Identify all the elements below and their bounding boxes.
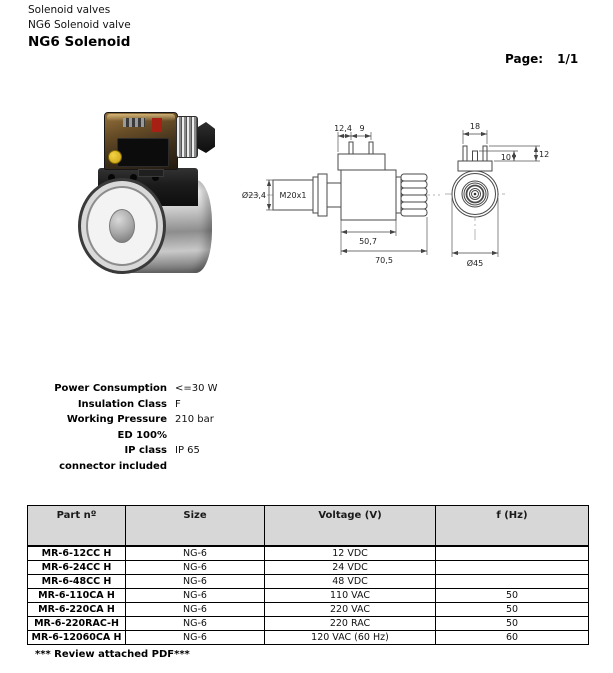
spec-row	[40, 412, 218, 428]
dim-label-connector-offset: 12,4	[334, 124, 352, 133]
size-cell: NG-6	[126, 588, 265, 602]
dim-label-tube-diameter: Ø23,4	[241, 191, 266, 200]
spec-label: connector included	[59, 460, 167, 472]
size-cell: NG-6	[126, 574, 265, 588]
frequency-cell	[436, 546, 589, 561]
voltage-cell: 24 VDC	[265, 560, 436, 574]
spec-label: ED 100%	[117, 429, 167, 441]
size-cell: NG-6	[126, 602, 265, 616]
part-number-cell: MR-6-12060CA H	[28, 630, 126, 644]
coil-bore	[109, 209, 135, 243]
spec-value: IP 65	[175, 445, 200, 457]
spec-label: IP class	[124, 445, 167, 457]
voltage-cell: 120 VAC (60 Hz)	[265, 630, 436, 644]
table-row	[28, 588, 589, 602]
spec-label: Power Consumption	[54, 383, 167, 395]
part-number-cell: MR-6-220RAC-H	[28, 616, 126, 630]
housing-insert	[117, 138, 169, 167]
specifications	[40, 381, 218, 474]
subtitle-line: NG6 Solenoid valve	[28, 19, 131, 31]
coil-face	[78, 178, 166, 274]
dim-label-center-pin-height: 10	[500, 153, 511, 162]
table-row	[28, 602, 589, 616]
table-header-cell: Size	[126, 506, 265, 546]
document-header	[28, 3, 131, 50]
page-label: Page:	[505, 52, 544, 66]
frequency-cell: 50	[436, 602, 589, 616]
housing-slot	[138, 169, 164, 177]
spec-label: Insulation Class	[77, 398, 167, 410]
part-number-cell: MR-6-12CC H	[28, 546, 126, 561]
dim-label-pin-span: 18	[469, 122, 481, 131]
size-cell: NG-6	[126, 616, 265, 630]
voltage-cell: 220 VAC	[265, 602, 436, 616]
frequency-cell	[436, 574, 589, 588]
table-row	[28, 546, 589, 561]
dim-label-outer-diameter: Ø45	[466, 259, 484, 268]
part-number-cell: MR-6-220CA H	[28, 602, 126, 616]
frequency-cell: 50	[436, 588, 589, 602]
footer-note: *** Review attached PDF***	[35, 649, 190, 660]
voltage-cell: 12 VDC	[265, 546, 436, 561]
frequency-cell	[436, 560, 589, 574]
part-number-cell: MR-6-24CC H	[28, 560, 126, 574]
connector-housing	[104, 112, 178, 170]
gland-nut	[197, 122, 215, 153]
table-row	[28, 560, 589, 574]
red-wire-element	[152, 118, 162, 132]
cable-gland	[176, 116, 198, 158]
table-header-cell: f (Hz)	[436, 506, 589, 546]
size-cell: NG-6	[126, 630, 265, 644]
page-number: 1/1	[557, 52, 579, 66]
yellow-label	[108, 150, 122, 164]
dim-label-body-length: 50,7	[359, 237, 377, 246]
dim-label-pin-height: 12	[539, 150, 550, 159]
spec-row	[40, 397, 218, 413]
table-header-cell: Voltage (V)	[265, 506, 436, 546]
voltage-cell: 48 VDC	[265, 574, 436, 588]
category-line: Solenoid valves	[28, 4, 111, 16]
spec-row	[40, 443, 218, 459]
table-header-cell: Part nº	[28, 506, 126, 546]
part-number-cell: MR-6-48CC H	[28, 574, 126, 588]
table-header-row	[28, 506, 589, 546]
parts-table	[27, 505, 589, 645]
page-title: NG6 Solenoid	[28, 34, 131, 50]
dim-label-thread: M20x1	[279, 191, 307, 200]
spec-value: <=30 W	[175, 383, 218, 395]
table-row	[28, 630, 589, 644]
spec-row	[40, 381, 218, 397]
frequency-cell: 50	[436, 616, 589, 630]
contact-strip	[123, 118, 145, 127]
size-cell: NG-6	[126, 546, 265, 561]
table-row	[28, 574, 589, 588]
spec-label: Working Pressure	[66, 414, 167, 426]
technical-drawing	[240, 105, 605, 275]
spec-value: 210 bar	[175, 414, 214, 426]
spec-row	[40, 428, 218, 444]
dim-label-total-length: 70,5	[375, 256, 393, 265]
page-indicator	[505, 52, 578, 66]
frequency-cell: 60	[436, 630, 589, 644]
size-cell: NG-6	[126, 560, 265, 574]
voltage-cell: 220 RAC	[265, 616, 436, 630]
voltage-cell: 110 VAC	[265, 588, 436, 602]
table-row	[28, 616, 589, 630]
coil-face-ring	[86, 186, 158, 266]
part-number-cell: MR-6-110CA H	[28, 588, 126, 602]
spec-value: F	[175, 398, 181, 410]
product-photo	[70, 100, 230, 280]
dim-label-pin-spacing: 9	[359, 124, 365, 133]
spec-row	[40, 459, 218, 475]
